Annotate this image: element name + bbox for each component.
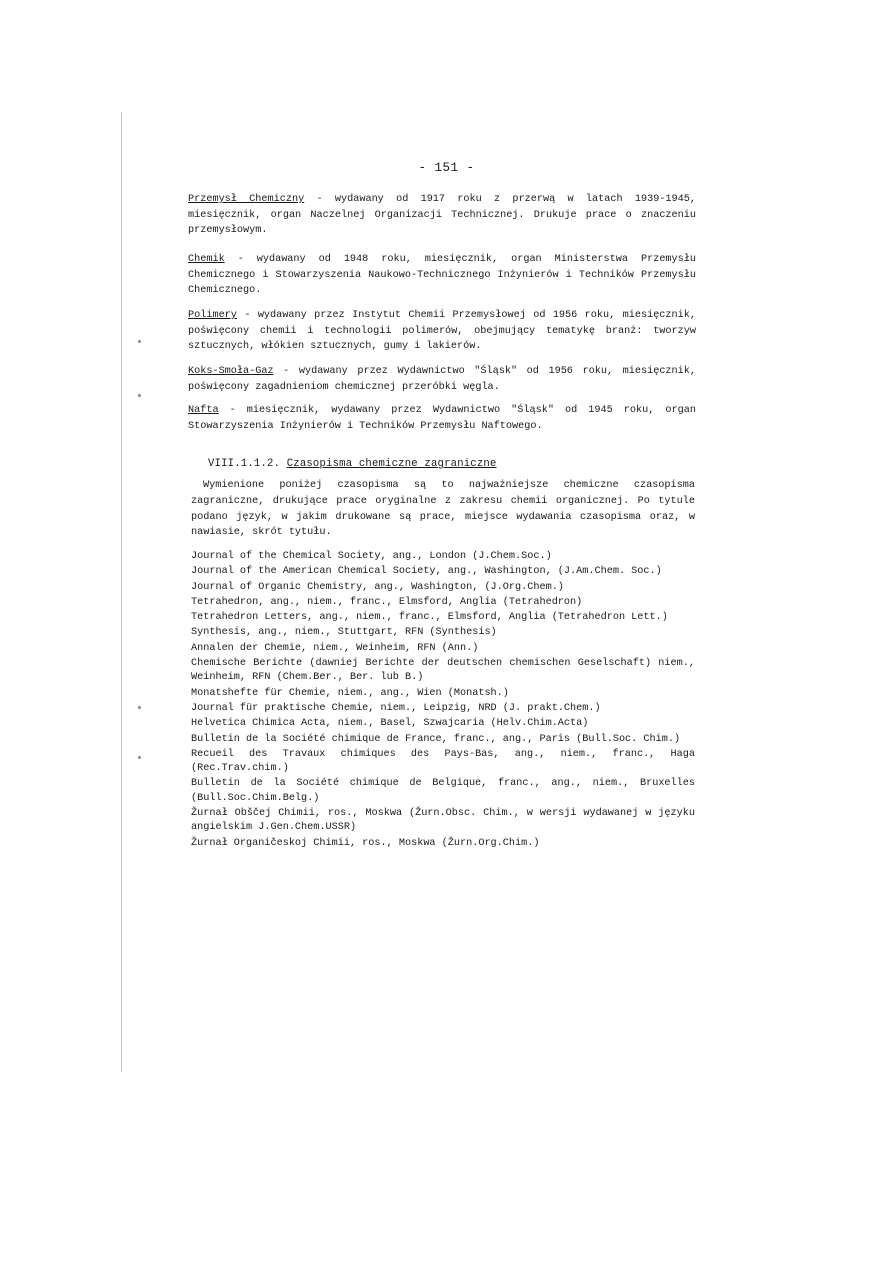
scan-speck: [138, 706, 141, 709]
list-item: Monatshefte für Chemie, niem., ang., Wien (Monatsh.): [191, 687, 509, 699]
section-intro: Wymienione poniżej czasopisma są to najważniejsze chemiczne czasopisma zagraniczne, drukujące prace oryginalne z zakresu chemii organicznej. Po tytule podano język, w jakim drukowane są prace, miejsce wydawania czasopisma oraz, w nawiasie, skrót tytułu.: [191, 480, 695, 539]
journal-description: - miesięcznik, wydawany przez Wydawnictwo "Śląsk" od 1945 roku, organ Stowarzyszenia Inżynierów i Techników Przemysłu Naftowego.: [188, 405, 696, 432]
journal-entry-koks-smola-gaz: [188, 364, 696, 395]
journal-title: Koks-Smoła-Gaz: [188, 366, 274, 377]
section-title: Czasopisma chemiczne zagraniczne: [286, 458, 497, 470]
page-margin-line: [121, 112, 122, 1072]
journal-entry-chemik: [188, 252, 696, 299]
list-item: Žurnał Obščej Chimii, ros., Moskwa (Žurn.Obsc. Chim., w wersji wydawanej w języku angielskim J.Gen.Chem.USSR): [191, 808, 695, 834]
journal-entry-przemysl-chemiczny: [188, 192, 696, 239]
list-item: Recueil des Travaux chimiques des Pays-Bas, ang., niem., franc., Haga (Rec.Trav.chim.): [191, 748, 695, 775]
list-item: Bulletin de la Société chimique de Belgique, franc., ang., niem., Bruxelles (Bull.Soc.Chim.Belg.): [191, 778, 695, 804]
journal-title: Nafta: [188, 405, 219, 416]
section-number: VIII.1.1.2.: [208, 458, 281, 470]
list-item: Tetrahedron Letters, ang., niem., franc., Elmsford, Anglia (Tetrahedron Lett.): [191, 612, 668, 624]
scan-speck: [138, 340, 141, 343]
list-item: Journal of Organic Chemistry, ang., Washington, (J.Org.Chem.): [191, 581, 564, 593]
list-item: Annalen der Chemie, niem., Weinheim, RFN (Ann.): [191, 642, 479, 654]
list-item: Tetrahedron, ang., niem., franc., Elmsford, Anglia (Tetrahedron): [191, 596, 583, 608]
journal-description: - wydawany od 1948 roku, miesięcznik, organ Ministerstwa Przemysłu Chemicznego i Stowarzyszenia Naukowo-Technicznego Inżynierów i Techników Przemysłu Chemicznego.: [188, 254, 696, 297]
page-number: - 151 -: [418, 161, 475, 175]
journal-title: Chemik: [188, 254, 225, 265]
list-item: Journal of the Chemical Society, ang., London (J.Chem.Soc.): [191, 551, 552, 562]
journal-title: Polimery: [188, 310, 237, 321]
section-heading: [208, 458, 497, 470]
list-item: Chemische Berichte (dawniej Berichte der deutschen chemischen Geselschaft) niem., Weinheim, RFN (Chem.Ber., Ber. lub B.): [191, 658, 695, 684]
scan-speck: [138, 394, 141, 397]
list-item: Žurnał Organičeskoj Chimii, ros., Moskwa (Žurn.Org.Chim.): [191, 837, 540, 849]
scan-speck: [138, 756, 141, 759]
list-item: Synthesis, ang., niem., Stuttgart, RFN (Synthesis): [191, 627, 497, 639]
journal-entry-nafta: [188, 403, 696, 434]
journal-description: - wydawany przez Wydawnictwo "Śląsk" od 1956 roku, miesięcznik, poświęcony zagadnieniom chemicznej przeróbki węgla.: [188, 366, 696, 393]
foreign-journal-list: [191, 550, 695, 852]
list-item: Journal of the American Chemical Society, ang., Washington, (J.Am.Chem. Soc.): [191, 566, 662, 578]
journal-description: - wydawany przez Instytut Chemii Przemysłowej od 1956 roku, miesięcznik, poświęcony chemii i technologii polimerów, obejmujący tematykę branż: tworzyw sztucznych, włókien sztucznych, gumy i lakierów.: [188, 310, 696, 353]
journal-entry-polimery: [188, 308, 696, 355]
journal-title: Przemysł Chemiczny: [188, 194, 305, 205]
list-item: Helvetica Chimica Acta, niem., Basel, Szwajcaria (Helv.Chim.Acta): [191, 718, 589, 730]
journal-description: - wydawany od 1917 roku z przerwą w latach 1939-1945, miesięcznik, organ Naczelnej Organizacji Technicznej. Drukuje prace o znaczeniu przemysłowym.: [188, 194, 696, 237]
list-item: Bulletin de la Société chimique de France, franc., ang., Paris (Bull.Soc. Chim.): [191, 733, 681, 745]
list-item: Journal für praktische Chemie, niem., Leipzig, NRD (J. prakt.Chem.): [191, 702, 601, 714]
